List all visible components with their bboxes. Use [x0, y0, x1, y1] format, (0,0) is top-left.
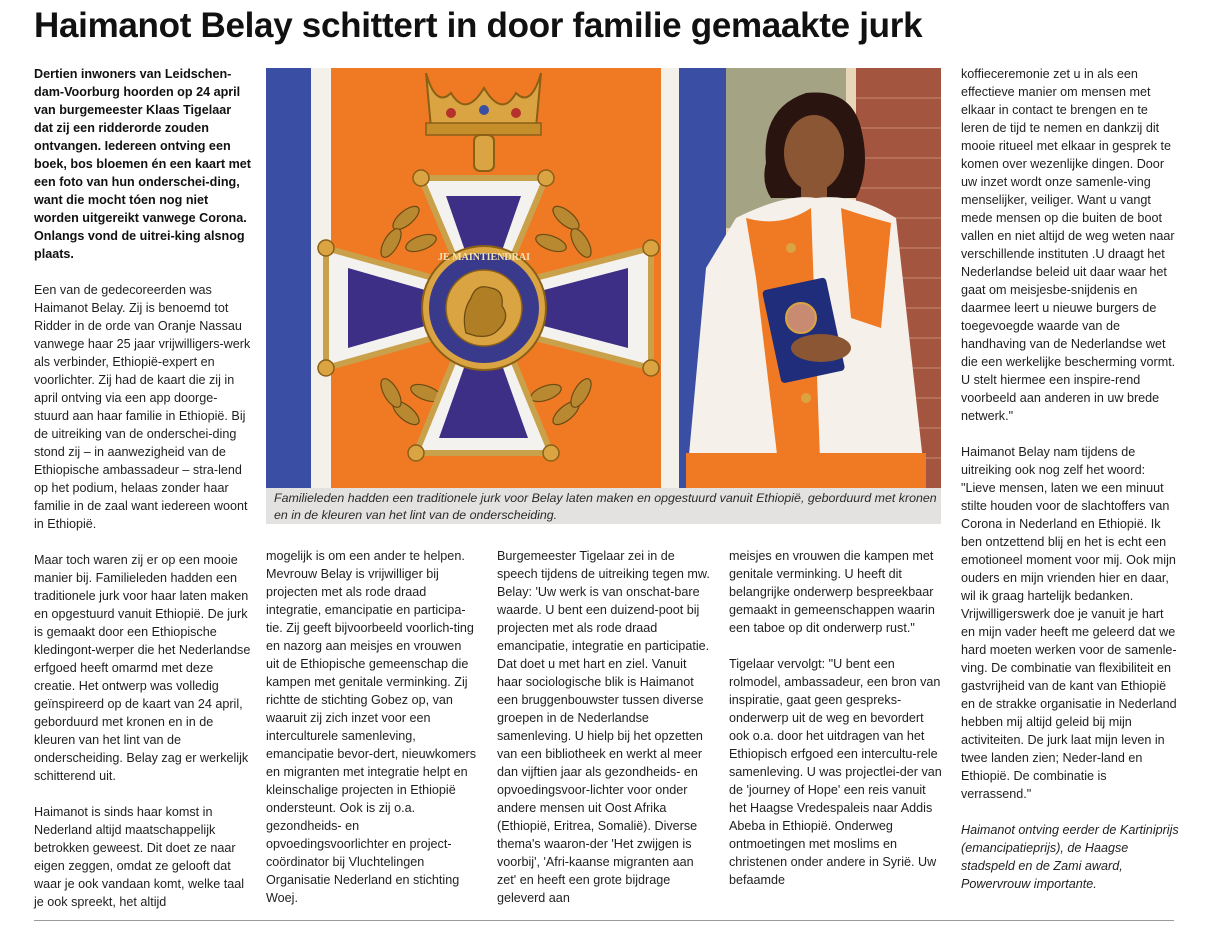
lead-paragraph: Dertien inwoners van Leidschen-dam-Voorburg hoorden op 24 april van burgemeester Klaas Tigelaar dat zij een ridderorde zouden ontvangen. Iedereen ontving een boek, bos bloemen én een kaart met een foto van hun onderschei-ding, want die mocht tóen nog niet worden uitgereikt vanwege Corona. Onlangs vond de uitrei-king alsnog plaats. — [34, 67, 251, 261]
medal-inscription: JE MAINTIENDRAI — [438, 252, 530, 263]
bottom-divider — [34, 920, 1174, 921]
column-4 — [729, 547, 943, 889]
column-5 — [961, 65, 1179, 893]
body-paragraph: Een van de gedecoreerden was Haimanot Belay. Zij is benoemd tot Ridder in de orde van Oranje Nassau vanwege haar 25 jaar vrijwilligers-werk als verbinder, Ethiopië-expert en voorlichter. Zij had de kaart die zij in april ontving via een app doorge-stuurd aan haar familie in Ethiopië. Bij de uitreiking van de onderschei-ding stond zij – in aanwezigheid van de Ethiopische ambassadeur – stra-lend op het podium, helaas zonder haar familie in de zaal want iedereen woont in Ethiopië. — [34, 283, 251, 531]
medal-and-woman-illustration — [266, 68, 941, 488]
photo-caption: Familieleden hadden een traditionele jurk voor Belay laten maken en opgestuurd vanuit Ethiopië, geborduurd met kronen en in de kleuren van het lint van de onderscheiding. — [274, 491, 937, 522]
body-paragraph: Haimanot Belay nam tijdens de uitreiking ook nog zelf het woord: "Lieve mensen, laten we een minuut stilte houden voor de slachtoffers van Corona in Nederland en Ethiopië. Ik ben ontzettend blij en het is echt een emotioneel moment voor mij. Ook mijn ouders en mijn vrienden hier en daar, wil ik graag hartelijk bedanken. Vrijwilligerswerk doe je vanuit je hart en mijn vader heeft me geleerd dat we hard moeten werken voor de samenle-ving. De combinatie van flexibiliteit en gastvrijheid van de kant van Ethiopië en de strakke organisatie in Nederland hebben mij altijd geleid bij mijn activiteiten. De jurk laat mijn leven in twee landen zien; Neder-land en Ethiopië. De combinatie is verrassend." — [961, 445, 1177, 801]
body-paragraph: Tigelaar vervolgt: "U bent een rolmodel, ambassadeur, een bron van inspiratie, gaat geen gespreks-onderwerp uit de weg en bevordert ook o.a. door het uitdragen van het Ethiopisch erfgoed een intercultu-rele samenleving. U was projectlei-der van de 'journey of Hope' een reis vanuit het Haagse Vredespaleis naar Addis Abeba in Ethiopië. Onderweg ontmoetingen met moslims en christenen onder andere in Syrië. Uw befaamde — [729, 657, 942, 887]
body-paragraph: meisjes en vrouwen die kampen met genitale verminking. U heeft dit belangrijke onderwerp bespreekbaar gemaakt in gemeenschappen waarin een taboe op dit onderwerp rust." — [729, 549, 935, 635]
body-paragraph: Maar toch waren zij er op een mooie manier bij. Familieleden hadden een traditionele jurk voor haar laten maken en opgestuurd vanuit Ethiopië. De jurk is gemaakt door een Ethiopische kledingont-werper die het Nederlandse erfgoed heeft omarmd met deze creatie. Het ontwerp was volledig geïnspireerd op de kaart van 24 april, geborduurd met kronen en in de kleuren van het lint van de onderscheiding. Belay zag er werkelijk schitterend uit. — [34, 553, 251, 783]
body-paragraph: Burgemeester Tigelaar zei in de speech tijdens de uitreiking tegen mw. Belay: 'Uw werk is van onschat-bare waarde. U bent een duizend-poot bij projecten met als rode draad emancipatie, integratie en participatie. Dat doet u met hart en ziel. Vanuit haar sociologische blik is Haimanot een bruggenbouwster tussen diverse groepen in de Nederlandse samenleving. U hielp bij het opzetten van een bibliotheek en werkt al meer dan vijftien jaar als gezondheids- en opvoedingsvoor-lichter voor onder andere mensen uit Oost Afrika (Ethiopië, Eritrea, Somalië). Diverse thema's waaron-der 'Het zwijgen is voorbij', 'Afri-kaanse migranten aan zet' en heeft een grote bijdrage geleverd aan — [497, 549, 710, 905]
article-photo — [266, 68, 941, 488]
headline: Haimanot Belay schittert in door familie gemaakte jurk — [34, 6, 923, 45]
closing-note: Haimanot ontving eerder de Kartiniprijs (emancipatieprijs), de Haagse stadspeld en de Zami award, Powervrouw importante. — [961, 823, 1179, 891]
body-paragraph: Haimanot is sinds haar komst in Nederland altijd maatschappelijk betrokken geweest. Dit doet ze naar eigen zeggen, omdat ze gelooft dat waar je ook vandaan komt, welke taal je ook spreekt, het altijd — [34, 805, 245, 909]
column-2 — [266, 547, 478, 907]
column-3 — [497, 547, 711, 907]
body-paragraph: koffieceremonie zet u in als een effectieve manier om mensen met elkaar in contact te brengen en te leren de tijd te nemen en dankzij dit mooie ritueel met elkaar in gesprek te komen over wezenlijke dingen. Door uw inzet wordt onze samenle-ving menselijker, veiliger. Want u vangt mede mensen op die buiten de boot vallen en niet altijd de weg weten naar verschillende instituten .U draagt het Nederlandse beleid uit daar waar het gaat om meisjesbe-snijdenis en daarmee leert u nieuwe burgers de toegevoegde waarde van de handhaving van de Nederlandse wet die een werkelijke bescherming vormt. U stelt hiermee een inspire-rend voorbeeld aan anderen in uw brede netwerk." — [961, 67, 1176, 423]
column-1 — [34, 65, 252, 911]
body-paragraph: mogelijk is om een ander te helpen. Mevrouw Belay is vrijwilliger bij projecten met als rode draad integratie, emancipatie en participa-tie. Zij geeft bijvoorbeeld voorlich-ting en nazorg aan meisjes en vrouwen uit de Ethiopische gemeenschap die kampen met genitale verminking. Zij richtte de stichting Gobez op, van waaruit zij zich inzet voor een interculturele samenleving, emancipatie bevor-dert, nieuwkomers en migranten met integratie helpt en kleinschalige projecten in Ethiopië ondersteunt. Ook is zij o.a. gezondheids- en opvoedingsvoorlichter en project-coördinator bij Vluchtelingen Organisatie Nederland en stichting Woej. — [266, 549, 476, 905]
